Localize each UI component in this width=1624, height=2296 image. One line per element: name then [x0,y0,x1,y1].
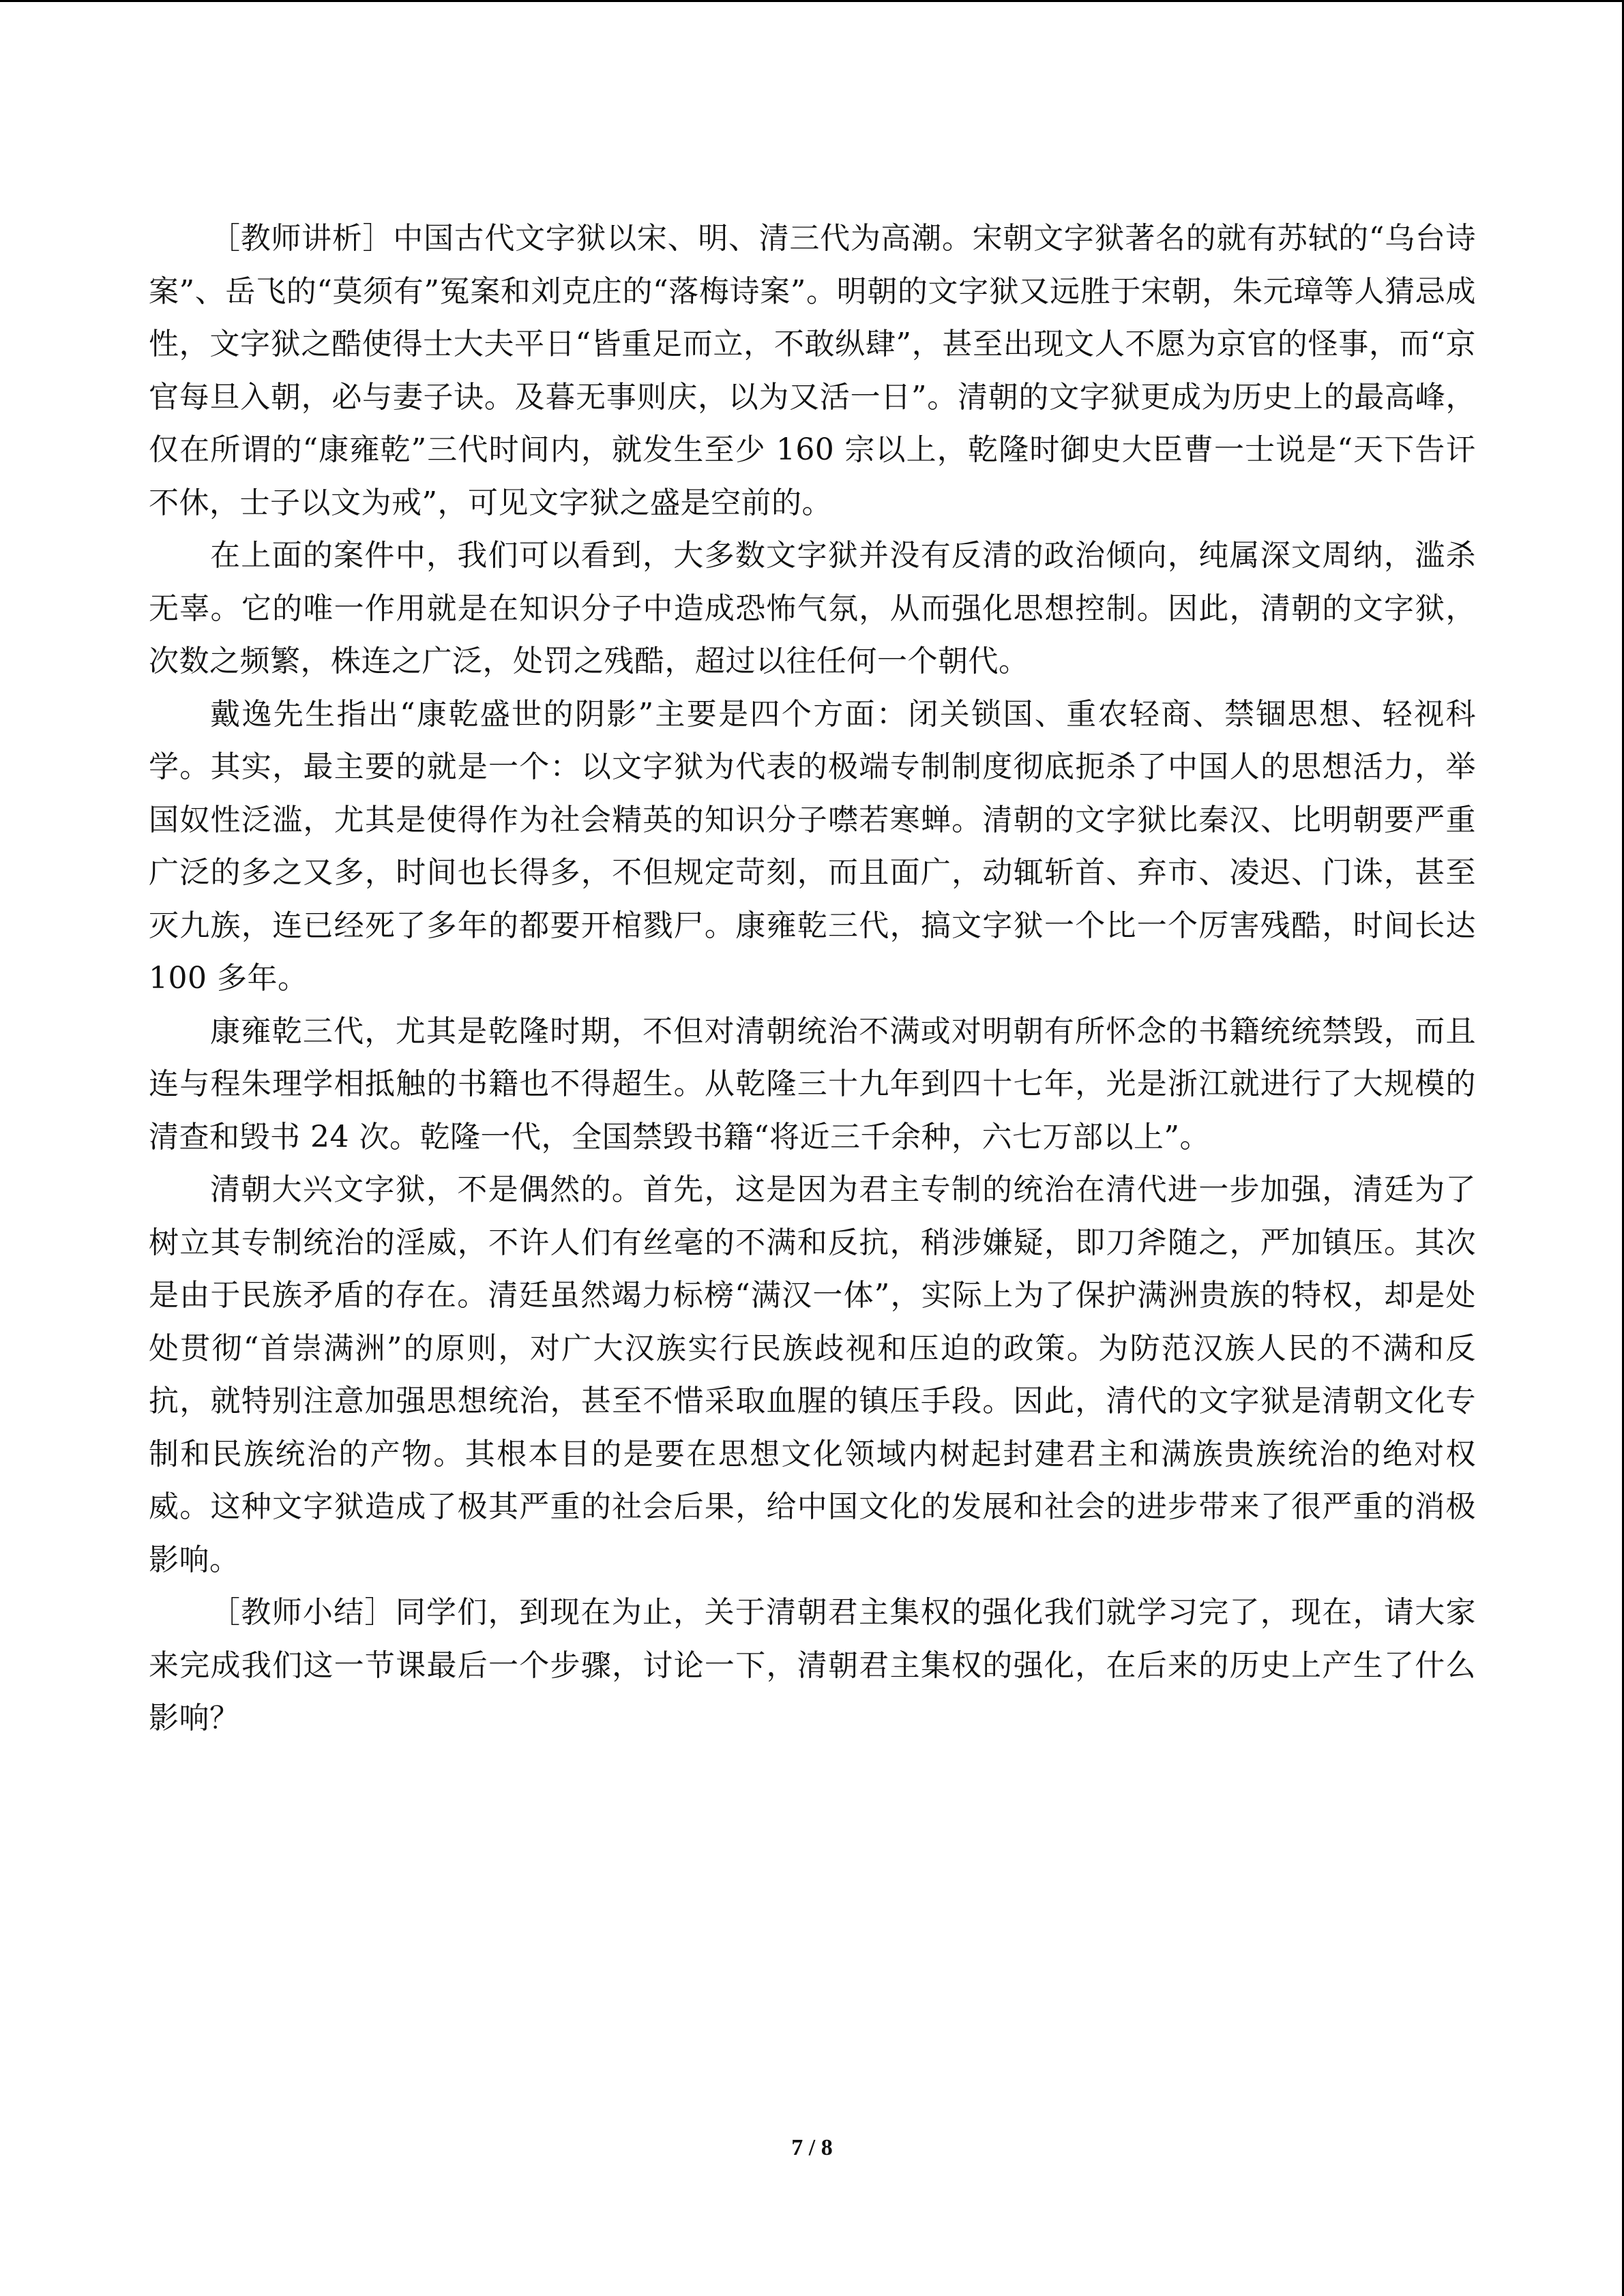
paragraph-book-banning: 康雍乾三代，尤其是乾隆时期，不但对清朝统治不满或对明朝有所怀念的书籍统统禁毁，而且连与程朱理学相抵触的书籍也不得超生。从乾隆三十九年到四十七年，光是浙江就进行了大规模的清查和毁书 24 次。乾隆一代，全国禁毁书籍“将近三千余种，六七万部以上”。 [149,1013,1476,1154]
page-number: 7 / 8 [791,2135,833,2160]
body-text [149,212,1476,1745]
paragraph-teacher-summary: ［教师小结］同学们，到现在为止，关于清朝君主集权的强化我们就学习完了，现在，请大家来完成我们这一节课最后一个步骤，讨论一下，清朝君主集权的强化，在后来的历史上产生了什么影响？ [149,1595,1476,1735]
paragraph-kangqian-shadow: 戴逸先生指出“康乾盛世的阴影”主要是四个方面：闭关锁国、重农轻商、禁锢思想、轻视科学。其实，最主要的就是一个：以文字狱为代表的极端专制制度彻底扼杀了中国人的思想活力，举国奴性泛滥，尤其是使得作为社会精英的知识分子噤若寒蝉。清朝的文字狱比秦汉、比明朝要严重广泛的多之又多，时间也长得多，不但规定苛刻，而且面广，动辄斩首、弃市、凌迟、门诛，甚至灭九族，连已经死了多年的都要开棺戮尸。康雍乾三代，搞文字狱一个比一个厉害残酷，时间长达 100 多年。 [149,696,1476,996]
paragraph-causes: 清朝大兴文字狱，不是偶然的。首先，这是因为君主专制的统治在清代进一步加强，清廷为了树立其专制统治的淫威，不许人们有丝毫的不满和反抗，稍涉嫌疑，即刀斧随之，严加镇压。其次是由于民族矛盾的存在。清廷虽然竭力标榜“满汉一体”，实际上为了保护满洲贵族的特权，却是处处贯彻“首崇满洲”的原则，对广大汉族实行民族歧视和压迫的政策。为防范汉族人民的不满和反抗，就特别注意加强思想统治，甚至不惜采取血腥的镇压手段。因此，清代的文字狱是清朝文化专制和民族统治的产物。其根本目的是要在思想文化领域内树起封建君主和满族贵族统治的绝对权威。这种文字狱造成了极其严重的社会后果，给中国文化的发展和社会的进步带来了很严重的消极影响。 [149,1172,1476,1577]
paragraph-case-analysis: 在上面的案件中，我们可以看到，大多数文字狱并没有反清的政治倾向，纯属深文周纳，滥杀无辜。它的唯一作用就是在知识分子中造成恐怖气氛，从而强化思想控制。因此，清朝的文字狱，次数之频繁，株连之广泛，处罚之残酷，超过以往任何一个朝代。 [149,538,1476,679]
paragraph-teacher-analysis: ［教师讲析］中国古代文字狱以宋、明、清三代为高潮。宋朝文字狱著名的就有苏轼的“乌台诗案”、岳飞的“莫须有”冤案和刘克庄的“落梅诗案”。明朝的文字狱又远胜于宋朝，朱元璋等人猜忌成性，文字狱之酷使得士大夫平日“皆重足而立，不敢纵肆”，甚至出现文人不愿为京官的怪事，而“京官每旦入朝，必与妻子诀。及暮无事则庆，以为又活一日”。清朝的文字狱更成为历史上的最高峰，仅在所谓的“康雍乾”三代时间内，就发生至少 160 宗以上，乾隆时御史大臣曹一士说是“天下告讦不休，士子以文为戒”，可见文字狱之盛是空前的。 [149,221,1476,520]
